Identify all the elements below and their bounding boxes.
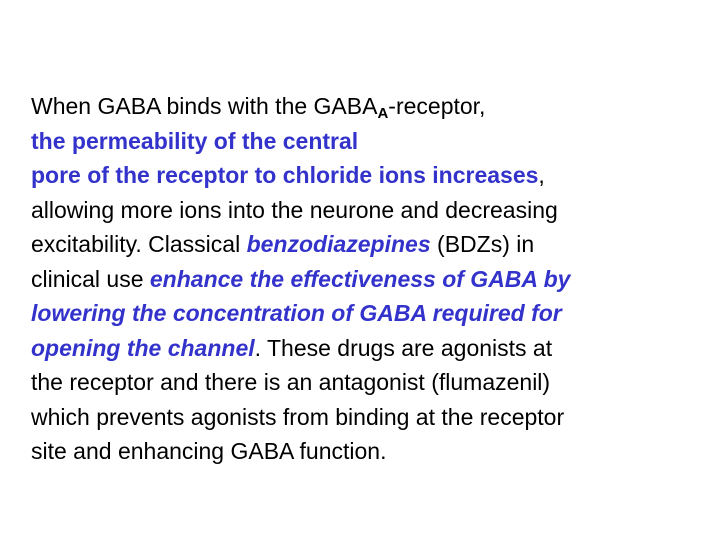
line-8-highlight: opening the channel	[31, 334, 255, 361]
line-1-text-end: -receptor,	[388, 93, 486, 119]
benzodiazepines-term: benzodiazepines	[246, 231, 431, 257]
line-4: allowing more ions into the neurone and decreasing	[31, 196, 558, 223]
line-6-highlight: enhance the effectiveness of GABA by	[149, 265, 571, 292]
line-5-text: excitability. Classical	[31, 231, 247, 257]
line-11: site and enhancing GABA function.	[31, 438, 387, 464]
line-3-highlight: pore of the receptor to chloride ions increases	[31, 162, 539, 188]
line-7: lowering the concentration of GABA required for	[31, 300, 562, 326]
line-8-text: . These drugs are agonists at	[254, 334, 553, 361]
line-2: the permeability of the central	[31, 127, 359, 154]
line-5-text-end: (BDZs) in	[430, 231, 535, 257]
line-3	[31, 158, 701, 193]
line-1	[31, 89, 701, 124]
line-10: which prevents agonists from binding at the receptor	[31, 403, 565, 430]
line-1-text: When GABA binds with the GABA	[31, 93, 378, 119]
line-3-text: ,	[538, 162, 545, 188]
line-8	[31, 331, 701, 366]
line-5	[31, 227, 701, 262]
line-9: the receptor and there is an antagonist (flumazenil)	[31, 369, 551, 395]
line-6-text: clinical use	[31, 265, 150, 292]
receptor-subscript: A	[377, 105, 389, 122]
line-6	[31, 262, 701, 297]
body-paragraph	[31, 89, 701, 469]
